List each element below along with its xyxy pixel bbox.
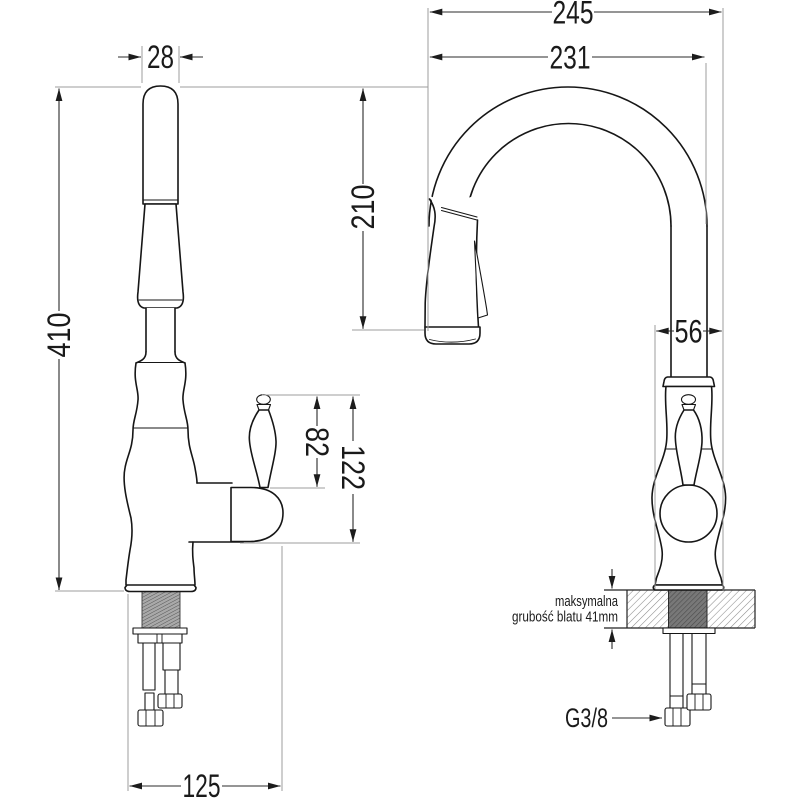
- right-faucet-under-flange: [663, 628, 715, 634]
- left-faucet-mounting-hardware: [133, 592, 187, 727]
- dimension-231: [430, 40, 705, 76]
- dimension-245: [430, 0, 722, 31]
- left-faucet-body-fill: [124, 352, 240, 585]
- countertop-note-line1: maksymalna: [555, 594, 619, 610]
- dim-28-label: 28: [147, 39, 174, 75]
- dim-231-label: 231: [549, 39, 591, 76]
- supply-hose-nut-right: [687, 694, 711, 710]
- countertop-note-line2: grubość blatu 41mm: [512, 609, 618, 626]
- dimension-410: [41, 89, 77, 591]
- supply-hose-left: [670, 634, 683, 709]
- left-faucet-handle-knob: [257, 395, 271, 405]
- left-faucet-handle-dome: [231, 488, 283, 542]
- left-faucet-spout-cap: [143, 86, 178, 204]
- dimension-82: [299, 397, 335, 487]
- left-faucet-hose-nut-left: [138, 710, 163, 726]
- right-faucet-handle-ring: [682, 405, 696, 411]
- thread-size-callout: [565, 703, 662, 733]
- left-faucet-hose-nut-right: [158, 694, 182, 708]
- left-faucet-mounting-block: [138, 634, 182, 643]
- right-faucet-aerator: [425, 327, 480, 344]
- right-faucet-spout-arc-inner: [466, 124, 671, 226]
- right-faucet-handle-knob: [682, 395, 696, 405]
- left-faucet-supply-stud-right: [163, 643, 180, 670]
- supply-hose-nut-left: [665, 708, 690, 726]
- dimension-countertop-41mm: [512, 569, 619, 649]
- dimension-210: [345, 89, 381, 329]
- dimension-28: [118, 39, 203, 75]
- dim-82-label: 82: [299, 427, 335, 463]
- right-faucet-handle-medallion: [660, 485, 717, 542]
- left-faucet-supply-stud-left-lower: [145, 693, 154, 710]
- dim-56-label: 56: [674, 313, 703, 350]
- dim-125-label: 125: [182, 768, 221, 800]
- dimension-122: [335, 397, 371, 542]
- countertop-shank: [669, 590, 708, 628]
- right-faucet-hardware: [663, 628, 715, 726]
- dimension-125: [130, 768, 281, 800]
- right-faucet-base-flange: [653, 585, 724, 590]
- left-faucet-mounting-plate: [133, 628, 187, 634]
- left-faucet-handle-lever: [249, 410, 276, 488]
- left-faucet-handle-ring: [257, 405, 271, 411]
- left-faucet-spout-cone: [138, 204, 184, 308]
- left-faucet-supply-stud-right-lower: [165, 670, 178, 694]
- dimension-56: [656, 314, 722, 350]
- left-faucet-threaded-shank: [142, 592, 180, 629]
- left-faucet: [124, 86, 283, 592]
- right-faucet-escutcheon: [663, 377, 715, 387]
- dim-245-label: 245: [552, 0, 594, 31]
- left-faucet-neck-fill: [146, 308, 175, 352]
- dim-210-label: 210: [345, 176, 381, 230]
- countertop-section: [604, 590, 755, 628]
- supply-hose-right: [692, 634, 706, 695]
- left-faucet-base-flange: [125, 585, 196, 592]
- left-faucet-supply-stud-left: [143, 643, 155, 690]
- dim-410-label: 410: [41, 304, 77, 358]
- dim-122-label: 122: [335, 445, 371, 499]
- thread-size-label: G3/8: [565, 703, 608, 733]
